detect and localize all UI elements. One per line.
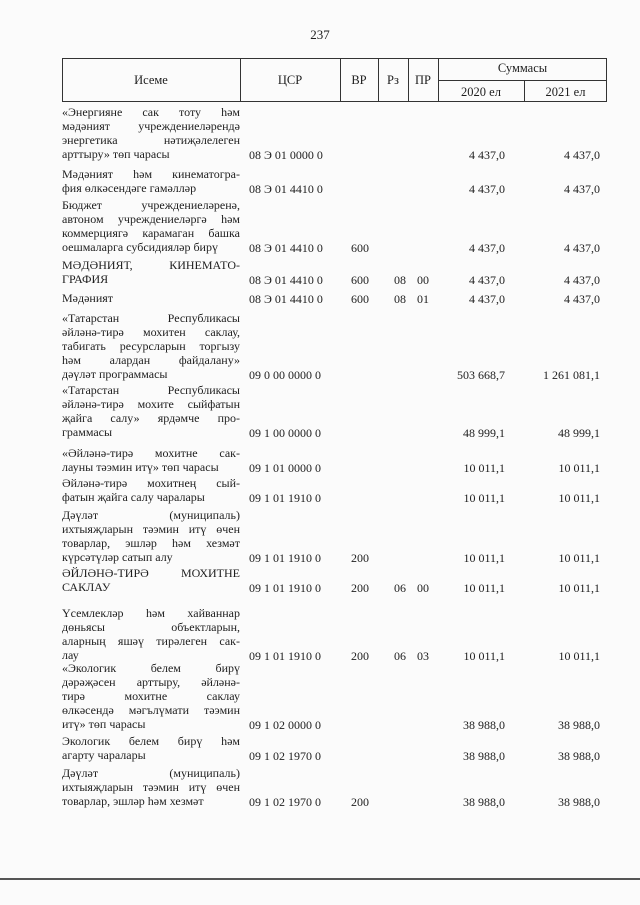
row-sum-2021: 1 261 081,1 — [543, 368, 600, 382]
row-name-line: «Әйләнә-тирә мохитне сак- — [62, 446, 240, 460]
row-name-line: МӘДӘНИЯТ, КИНЕМАТО- — [62, 258, 240, 272]
row-pr: 03 — [417, 649, 429, 663]
row-name-line: табигать ресурсларын торгызу — [62, 339, 240, 353]
row-sum-2021: 10 011,1 — [558, 461, 600, 475]
row-sum-2021: 10 011,1 — [558, 581, 600, 595]
header-year-2020: 2020 ел — [461, 85, 501, 99]
row-name-line: «Экологик белем бирү — [62, 661, 240, 675]
row-name-line: оешмаларга субсидияләр бирү — [62, 240, 218, 254]
row-name-line: Мәдәният һәм кинематогра- — [62, 167, 240, 181]
row-name-line: фия өлкәсендәге гамәлләр — [62, 181, 197, 195]
row-name-line: энергетика нәтиҗәлелеген — [62, 133, 240, 147]
row-sum-2020: 10 011,1 — [463, 491, 505, 505]
row-csr: 08 Э 01 4410 0 — [249, 273, 323, 287]
row-rz: 08 — [394, 273, 406, 287]
row-name — [62, 606, 240, 662]
row-sum-2021: 4 437,0 — [564, 241, 600, 255]
row-name-line: Дәүләт (муниципаль) — [62, 508, 240, 522]
row-sum-2021: 38 988,0 — [558, 795, 600, 809]
row-csr: 08 Э 01 4410 0 — [249, 182, 323, 196]
row-vr: 600 — [351, 241, 369, 255]
row-sum-2020: 10 011,1 — [463, 581, 505, 595]
row-name-line: әйләнә-тирә мохите сыйфатын — [62, 397, 240, 411]
header-vr: ВР — [351, 73, 367, 87]
row-csr: 09 0 00 0000 0 — [249, 368, 321, 382]
row-sum-2020: 4 437,0 — [469, 273, 505, 287]
row-name-line: ӘЙЛӘНӘ-ТИРӘ МОХИТНЕ — [62, 566, 240, 580]
page-bottom-rule — [0, 878, 640, 880]
row-name — [62, 258, 240, 286]
row-name-line: агарту чаралары — [62, 748, 146, 762]
row-csr: 08 Э 01 0000 0 — [249, 148, 323, 162]
header-csr: ЦСР — [277, 73, 303, 87]
row-name — [62, 766, 240, 808]
row-sum-2020: 10 011,1 — [463, 461, 505, 475]
row-name-line: автоном учреждениеләргә һәм — [62, 212, 240, 226]
header-sums: Суммасы — [497, 61, 548, 75]
row-csr: 09 1 00 0000 0 — [249, 426, 321, 440]
row-name-line: әйләнә-тирә мохитен саклау, — [62, 325, 240, 339]
row-sum-2020: 38 988,0 — [463, 795, 505, 809]
row-vr: 200 — [351, 581, 369, 595]
row-name-line: һәм алардан файдалану» — [62, 353, 240, 367]
row-name-line: арттыру» төп чарасы — [62, 147, 170, 161]
row-csr: 09 1 01 1910 0 — [249, 551, 321, 565]
row-sum-2021: 10 011,1 — [558, 491, 600, 505]
row-vr: 600 — [351, 292, 369, 306]
row-csr: 09 1 02 1970 0 — [249, 749, 321, 763]
row-rz: 08 — [394, 292, 406, 306]
row-csr: 09 1 02 0000 0 — [249, 718, 321, 732]
row-name-line: Дәүләт (муниципаль) — [62, 766, 240, 780]
row-name-line: күрсәтүләр сатып алу — [62, 550, 173, 564]
row-sum-2020: 4 437,0 — [469, 241, 505, 255]
header-divider — [438, 80, 607, 81]
row-vr: 600 — [351, 273, 369, 287]
row-name-line: тирә мохитне саклау — [62, 689, 240, 703]
row-sum-2020: 503 668,7 — [457, 368, 505, 382]
row-name — [62, 476, 240, 504]
header-year-2021: 2021 ел — [545, 85, 586, 99]
row-sum-2021: 4 437,0 — [564, 182, 600, 196]
header-name: Исеме — [134, 73, 168, 87]
row-csr: 09 1 01 1910 0 — [249, 491, 321, 505]
row-csr: 09 1 01 1910 0 — [249, 649, 321, 663]
row-name — [62, 446, 240, 474]
page-number: 237 — [310, 27, 330, 42]
row-csr: 09 1 01 1910 0 — [249, 581, 321, 595]
row-sum-2020: 38 988,0 — [463, 718, 505, 732]
row-name — [62, 198, 240, 254]
row-rz: 06 — [394, 649, 406, 663]
header-rz: Рз — [387, 73, 399, 87]
row-name-line: лау — [62, 648, 79, 662]
row-name-line: граммасы — [62, 425, 113, 439]
row-name-line: товарлар, эшләр һәм хезмәт — [62, 794, 204, 808]
row-name-line: Әйләнә-тирә мохитнең сый- — [62, 476, 240, 490]
row-name — [62, 734, 240, 762]
row-name — [62, 508, 240, 564]
row-rz: 06 — [394, 581, 406, 595]
row-name-line: САКЛАУ — [62, 580, 111, 594]
row-name-line: коммерциягә карамаган башка — [62, 226, 240, 240]
row-name — [62, 566, 240, 594]
row-name-line: өлкәсендә мәгълүмати тәэмин — [62, 703, 240, 717]
row-name-line: мәдәният учреждениеләрендә — [62, 119, 240, 133]
row-name-line: дәрәҗәсен арттыру, әйләнә- — [62, 675, 240, 689]
row-name-line: товарлар, эшләр һәм хезмәт — [62, 536, 240, 550]
row-name-line: аларның яшәү тирәлеген сак- — [62, 634, 240, 648]
row-pr: 01 — [417, 292, 429, 306]
row-sum-2021: 4 437,0 — [564, 292, 600, 306]
row-name-line: «Татарстан Республикасы — [62, 383, 240, 397]
header-pr: ПР — [415, 73, 431, 87]
row-pr: 00 — [417, 273, 429, 287]
row-name — [62, 291, 240, 305]
row-name — [62, 661, 240, 731]
row-name — [62, 167, 240, 195]
row-sum-2020: 4 437,0 — [469, 148, 505, 162]
row-name-line: дөньясы объектларын, — [62, 620, 240, 634]
row-name-line: Бюджет учреждениеләренә, — [62, 198, 240, 212]
row-name-line: «Татарстан Республикасы — [62, 311, 240, 325]
row-name-line: җайга салу» ярдәмче про- — [62, 411, 240, 425]
row-csr: 08 Э 01 4410 0 — [249, 241, 323, 255]
row-sum-2021: 38 988,0 — [558, 749, 600, 763]
row-name-line: «Энергияне сак тоту һәм — [62, 105, 240, 119]
row-csr: 08 Э 01 4410 0 — [249, 292, 323, 306]
row-sum-2020: 10 011,1 — [463, 551, 505, 565]
row-name — [62, 311, 240, 381]
row-sum-2020: 48 999,1 — [463, 426, 505, 440]
row-name — [62, 105, 240, 161]
row-vr: 200 — [351, 795, 369, 809]
row-name-line: ихтыяҗларын тәэмин итү өчен — [62, 780, 240, 794]
row-name-line: лауны тәэмин итү» төп чарасы — [62, 460, 219, 474]
row-name-line: итү» төп чарасы — [62, 717, 146, 731]
row-sum-2021: 10 011,1 — [558, 551, 600, 565]
row-sum-2021: 10 011,1 — [558, 649, 600, 663]
row-sum-2021: 48 999,1 — [558, 426, 600, 440]
row-name-line: Мәдәният — [62, 291, 114, 305]
row-sum-2020: 4 437,0 — [469, 182, 505, 196]
row-sum-2020: 4 437,0 — [469, 292, 505, 306]
row-csr: 09 1 02 1970 0 — [249, 795, 321, 809]
row-vr: 200 — [351, 551, 369, 565]
row-sum-2021: 38 988,0 — [558, 718, 600, 732]
row-sum-2020: 38 988,0 — [463, 749, 505, 763]
row-name-line: ГРАФИЯ — [62, 272, 109, 286]
row-name-line: Экологик белем бирү һәм — [62, 734, 240, 748]
row-csr: 09 1 01 0000 0 — [249, 461, 321, 475]
row-name — [62, 383, 240, 439]
row-sum-2021: 4 437,0 — [564, 148, 600, 162]
row-name-line: фатын җайга салу чаралары — [62, 490, 205, 504]
row-pr: 00 — [417, 581, 429, 595]
row-name-line: Үсемлекләр һәм хайваннар — [62, 606, 240, 620]
row-vr: 200 — [351, 649, 369, 663]
row-name-line: дәүләт программасы — [62, 367, 168, 381]
row-sum-2021: 4 437,0 — [564, 273, 600, 287]
row-name-line: ихтыяҗларын тәэмин итү өчен — [62, 522, 240, 536]
row-sum-2020: 10 011,1 — [463, 649, 505, 663]
